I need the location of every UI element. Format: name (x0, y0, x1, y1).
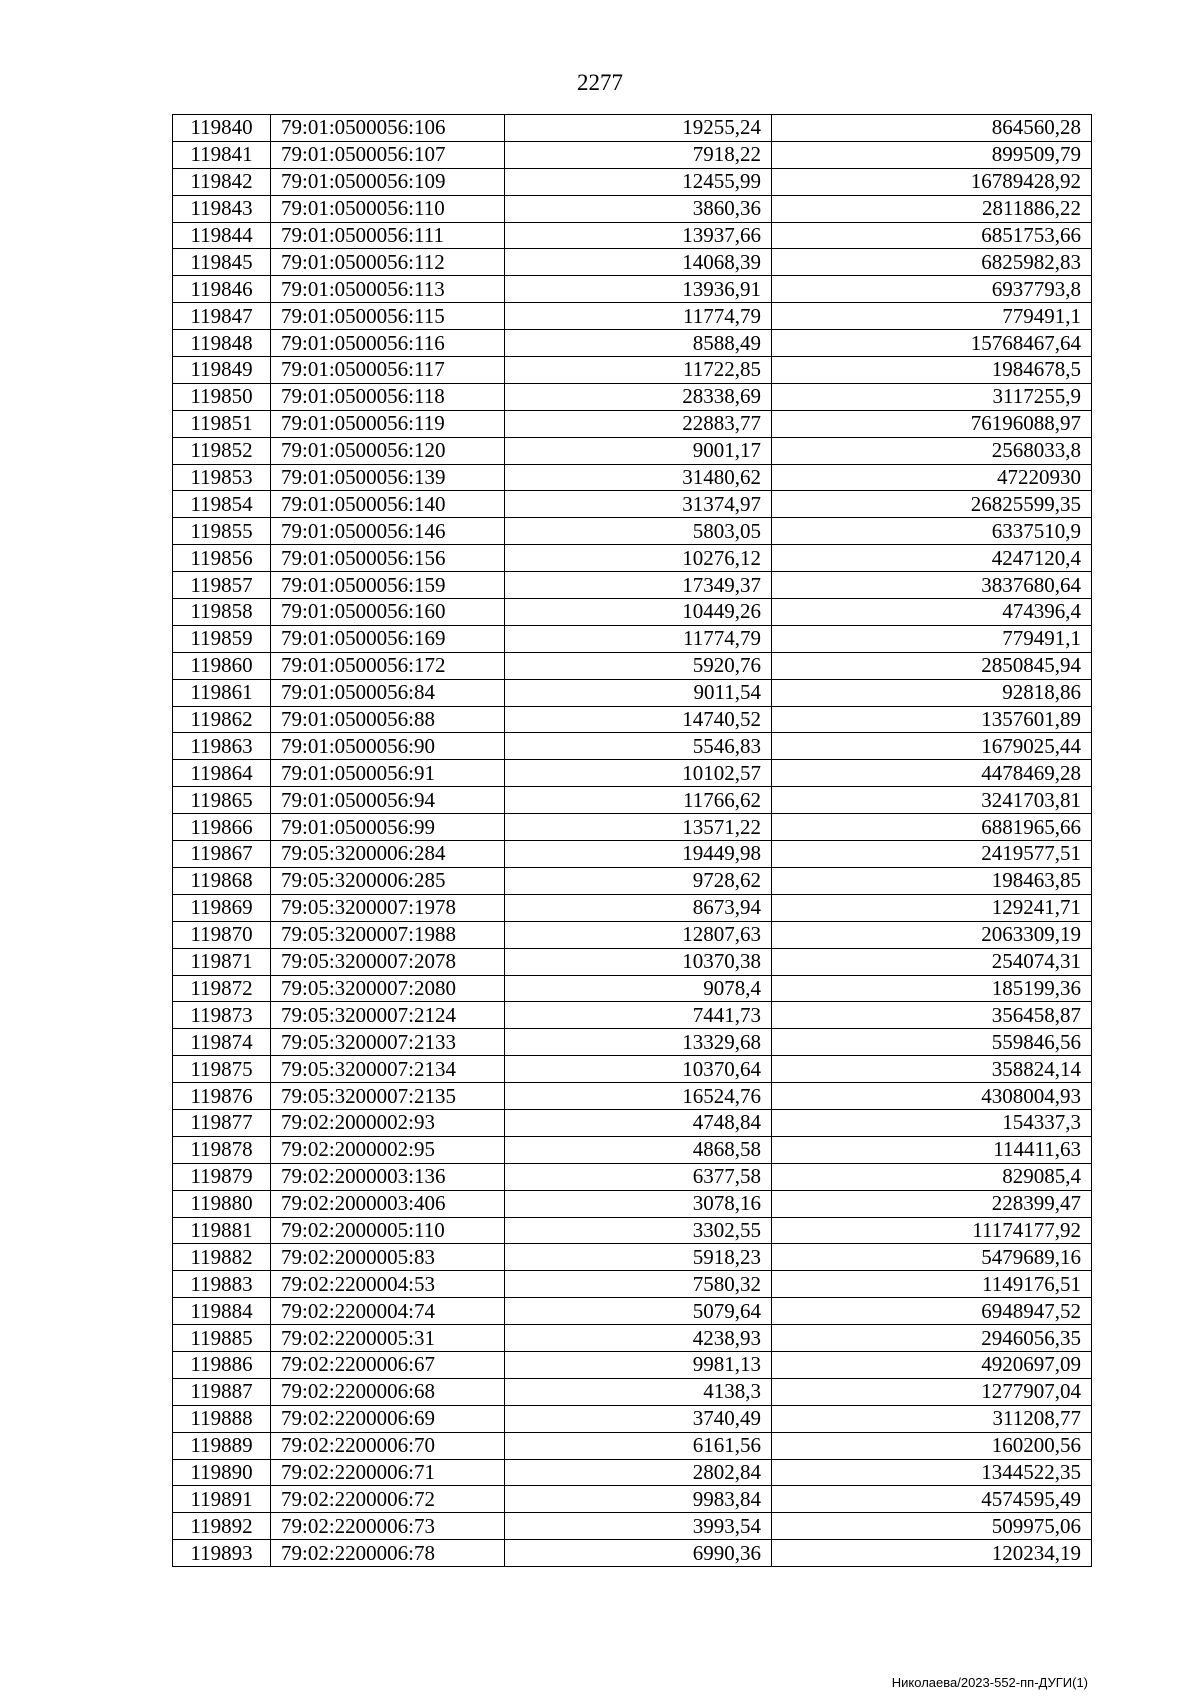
cadastral-number: 79:02:2000005:110 (271, 1217, 505, 1244)
cost-value: 47220930 (772, 464, 1092, 491)
area-value: 16524,76 (505, 1083, 772, 1110)
cadastral-number: 79:01:0500056:115 (271, 303, 505, 330)
area-value: 31480,62 (505, 464, 772, 491)
area-value: 28338,69 (505, 383, 772, 410)
cost-value: 2063309,19 (772, 921, 1092, 948)
row-number: 119849 (173, 357, 271, 384)
table-row (173, 1486, 1092, 1513)
cost-value: 129241,71 (772, 894, 1092, 921)
table-row (173, 921, 1092, 948)
cadastral-number: 79:01:0500056:118 (271, 383, 505, 410)
row-number: 119879 (173, 1163, 271, 1190)
table-row (173, 1513, 1092, 1540)
cadastral-number: 79:01:0500056:107 (271, 141, 505, 168)
table-row (173, 679, 1092, 706)
cost-value: 358824,14 (772, 1056, 1092, 1083)
area-value: 4868,58 (505, 1136, 772, 1163)
cadastral-number: 79:01:0500056:172 (271, 652, 505, 679)
row-number: 119847 (173, 303, 271, 330)
table-row (173, 518, 1092, 545)
cost-value: 356458,87 (772, 1002, 1092, 1029)
table-row (173, 464, 1092, 491)
row-number: 119866 (173, 814, 271, 841)
cost-value: 1149176,51 (772, 1271, 1092, 1298)
cost-value: 4574595,49 (772, 1486, 1092, 1513)
area-value: 3740,49 (505, 1405, 772, 1432)
cadastral-table (172, 114, 1092, 1567)
table-row (173, 1432, 1092, 1459)
area-value: 9001,17 (505, 437, 772, 464)
table-row (173, 1244, 1092, 1271)
row-number: 119886 (173, 1351, 271, 1378)
cadastral-number: 79:02:2200006:78 (271, 1540, 505, 1567)
row-number: 119854 (173, 491, 271, 518)
row-number: 119851 (173, 410, 271, 437)
area-value: 5546,83 (505, 733, 772, 760)
cost-value: 76196088,97 (772, 410, 1092, 437)
cadastral-number: 79:02:2200006:73 (271, 1513, 505, 1540)
cadastral-number: 79:02:2200006:68 (271, 1378, 505, 1405)
cost-value: 4478469,28 (772, 760, 1092, 787)
cadastral-number: 79:05:3200007:1988 (271, 921, 505, 948)
row-number: 119887 (173, 1378, 271, 1405)
cost-value: 899509,79 (772, 141, 1092, 168)
row-number: 119857 (173, 572, 271, 599)
area-value: 10102,57 (505, 760, 772, 787)
cadastral-number: 79:01:0500056:113 (271, 276, 505, 303)
area-value: 5920,76 (505, 652, 772, 679)
page-number: 2277 (577, 70, 623, 95)
cost-value: 1277907,04 (772, 1378, 1092, 1405)
cadastral-number: 79:01:0500056:88 (271, 706, 505, 733)
cadastral-number: 79:01:0500056:84 (271, 679, 505, 706)
cadastral-number: 79:05:3200007:2134 (271, 1056, 505, 1083)
table-row (173, 1217, 1092, 1244)
row-number: 119840 (173, 115, 271, 142)
area-value: 5918,23 (505, 1244, 772, 1271)
area-value: 2802,84 (505, 1459, 772, 1486)
cadastral-number: 79:05:3200007:2078 (271, 948, 505, 975)
row-number: 119872 (173, 975, 271, 1002)
table-row (173, 706, 1092, 733)
cost-value: 779491,1 (772, 625, 1092, 652)
row-number: 119852 (173, 437, 271, 464)
area-value: 11774,79 (505, 303, 772, 330)
table-row (173, 760, 1092, 787)
area-value: 9728,62 (505, 867, 772, 894)
cost-value: 16789428,92 (772, 168, 1092, 195)
table-row (173, 1378, 1092, 1405)
area-value: 3993,54 (505, 1513, 772, 1540)
cadastral-number: 79:01:0500056:116 (271, 330, 505, 357)
table-row (173, 330, 1092, 357)
cadastral-number: 79:05:3200006:284 (271, 841, 505, 868)
area-value: 10370,64 (505, 1056, 772, 1083)
cadastral-number: 79:01:0500056:99 (271, 814, 505, 841)
cost-value: 1679025,44 (772, 733, 1092, 760)
row-number: 119863 (173, 733, 271, 760)
cost-value: 1344522,35 (772, 1459, 1092, 1486)
cost-value: 228399,47 (772, 1190, 1092, 1217)
cost-value: 15768467,64 (772, 330, 1092, 357)
cost-value: 254074,31 (772, 948, 1092, 975)
cost-value: 4247120,4 (772, 545, 1092, 572)
cadastral-number: 79:02:2000002:93 (271, 1109, 505, 1136)
row-number: 119842 (173, 168, 271, 195)
cadastral-number: 79:02:2200005:31 (271, 1325, 505, 1352)
table-row (173, 814, 1092, 841)
area-value: 14740,52 (505, 706, 772, 733)
cost-value: 198463,85 (772, 867, 1092, 894)
table-row (173, 599, 1092, 626)
area-value: 11766,62 (505, 787, 772, 814)
row-number: 119845 (173, 249, 271, 276)
cost-value: 474396,4 (772, 599, 1092, 626)
cadastral-number: 79:01:0500056:109 (271, 168, 505, 195)
cadastral-number: 79:02:2000003:136 (271, 1163, 505, 1190)
area-value: 3860,36 (505, 195, 772, 222)
cost-value: 6851753,66 (772, 222, 1092, 249)
row-number: 119862 (173, 706, 271, 733)
area-value: 7441,73 (505, 1002, 772, 1029)
area-value: 13329,68 (505, 1029, 772, 1056)
table-row (173, 652, 1092, 679)
cost-value: 779491,1 (772, 303, 1092, 330)
area-value: 13571,22 (505, 814, 772, 841)
area-value: 19255,24 (505, 115, 772, 142)
row-number: 119875 (173, 1056, 271, 1083)
table-row (173, 357, 1092, 384)
area-value: 6990,36 (505, 1540, 772, 1567)
area-value: 7918,22 (505, 141, 772, 168)
row-number: 119856 (173, 545, 271, 572)
cadastral-number: 79:02:2200006:69 (271, 1405, 505, 1432)
table-row (173, 115, 1092, 142)
row-number: 119858 (173, 599, 271, 626)
cost-value: 559846,56 (772, 1029, 1092, 1056)
row-number: 119864 (173, 760, 271, 787)
row-number: 119869 (173, 894, 271, 921)
row-number: 119870 (173, 921, 271, 948)
cadastral-number: 79:05:3200006:285 (271, 867, 505, 894)
cost-value: 5479689,16 (772, 1244, 1092, 1271)
cost-value: 120234,19 (772, 1540, 1092, 1567)
area-value: 4748,84 (505, 1109, 772, 1136)
row-number: 119881 (173, 1217, 271, 1244)
area-value: 17349,37 (505, 572, 772, 599)
cadastral-number: 79:01:0500056:159 (271, 572, 505, 599)
table-row (173, 867, 1092, 894)
cost-value: 6337510,9 (772, 518, 1092, 545)
table-row (173, 383, 1092, 410)
area-value: 9011,54 (505, 679, 772, 706)
cadastral-number: 79:01:0500056:91 (271, 760, 505, 787)
table-row (173, 1136, 1092, 1163)
table-row (173, 1405, 1092, 1432)
row-number: 119884 (173, 1298, 271, 1325)
cost-value: 6881965,66 (772, 814, 1092, 841)
table-row (173, 222, 1092, 249)
row-number: 119885 (173, 1325, 271, 1352)
row-number: 119892 (173, 1513, 271, 1540)
table-row (173, 733, 1092, 760)
cadastral-number: 79:05:3200007:2124 (271, 1002, 505, 1029)
row-number: 119882 (173, 1244, 271, 1271)
area-value: 6161,56 (505, 1432, 772, 1459)
cadastral-number: 79:01:0500056:112 (271, 249, 505, 276)
row-number: 119841 (173, 141, 271, 168)
area-value: 13937,66 (505, 222, 772, 249)
table-row (173, 948, 1092, 975)
area-value: 19449,98 (505, 841, 772, 868)
cadastral-number: 79:02:2200004:53 (271, 1271, 505, 1298)
area-value: 5803,05 (505, 518, 772, 545)
area-value: 11722,85 (505, 357, 772, 384)
area-value: 9078,4 (505, 975, 772, 1002)
row-number: 119846 (173, 276, 271, 303)
cadastral-number: 79:01:0500056:110 (271, 195, 505, 222)
table-row (173, 1540, 1092, 1567)
table-row (173, 1271, 1092, 1298)
cost-value: 2946056,35 (772, 1325, 1092, 1352)
cadastral-number: 79:01:0500056:146 (271, 518, 505, 545)
table-row (173, 787, 1092, 814)
area-value: 7580,32 (505, 1271, 772, 1298)
cadastral-number: 79:01:0500056:160 (271, 599, 505, 626)
cadastral-number: 79:02:2200006:71 (271, 1459, 505, 1486)
area-value: 10276,12 (505, 545, 772, 572)
cadastral-number: 79:05:3200007:2135 (271, 1083, 505, 1110)
cost-value: 4308004,93 (772, 1083, 1092, 1110)
table-row (173, 625, 1092, 652)
cost-value: 11174177,92 (772, 1217, 1092, 1244)
table-row (173, 1190, 1092, 1217)
cadastral-number: 79:02:2000003:406 (271, 1190, 505, 1217)
area-value: 10370,38 (505, 948, 772, 975)
table-row (173, 1002, 1092, 1029)
area-value: 31374,97 (505, 491, 772, 518)
area-value: 11774,79 (505, 625, 772, 652)
cadastral-number: 79:05:3200007:2133 (271, 1029, 505, 1056)
cost-value: 509975,06 (772, 1513, 1092, 1540)
cadastral-number: 79:01:0500056:111 (271, 222, 505, 249)
row-number: 119871 (173, 948, 271, 975)
area-value: 14068,39 (505, 249, 772, 276)
row-number: 119844 (173, 222, 271, 249)
cost-value: 160200,56 (772, 1432, 1092, 1459)
row-number: 119888 (173, 1405, 271, 1432)
cost-value: 2419577,51 (772, 841, 1092, 868)
area-value: 8588,49 (505, 330, 772, 357)
area-value: 4238,93 (505, 1325, 772, 1352)
cadastral-number: 79:02:2200006:67 (271, 1351, 505, 1378)
cost-value: 2568033,8 (772, 437, 1092, 464)
cadastral-number: 79:01:0500056:90 (271, 733, 505, 760)
row-number: 119850 (173, 383, 271, 410)
cost-value: 92818,86 (772, 679, 1092, 706)
table-row (173, 437, 1092, 464)
cadastral-number: 79:01:0500056:117 (271, 357, 505, 384)
cost-value: 2811886,22 (772, 195, 1092, 222)
cadastral-number: 79:01:0500056:106 (271, 115, 505, 142)
table-row (173, 1163, 1092, 1190)
cost-value: 864560,28 (772, 115, 1092, 142)
cadastral-number: 79:01:0500056:139 (271, 464, 505, 491)
cost-value: 311208,77 (772, 1405, 1092, 1432)
cadastral-number: 79:01:0500056:119 (271, 410, 505, 437)
cadastral-number: 79:02:2000002:95 (271, 1136, 505, 1163)
table-row (173, 303, 1092, 330)
table-row (173, 1459, 1092, 1486)
cadastral-number: 79:02:2200006:70 (271, 1432, 505, 1459)
table-row (173, 1056, 1092, 1083)
area-value: 3078,16 (505, 1190, 772, 1217)
table-row (173, 841, 1092, 868)
table-row (173, 249, 1092, 276)
row-number: 119876 (173, 1083, 271, 1110)
cost-value: 114411,63 (772, 1136, 1092, 1163)
cost-value: 1984678,5 (772, 357, 1092, 384)
row-number: 119855 (173, 518, 271, 545)
row-number: 119874 (173, 1029, 271, 1056)
row-number: 119873 (173, 1002, 271, 1029)
cost-value: 185199,36 (772, 975, 1092, 1002)
area-value: 3302,55 (505, 1217, 772, 1244)
area-value: 4138,3 (505, 1378, 772, 1405)
table-row (173, 1109, 1092, 1136)
cost-value: 1357601,89 (772, 706, 1092, 733)
cadastral-number: 79:05:3200007:2080 (271, 975, 505, 1002)
cost-value: 6825982,83 (772, 249, 1092, 276)
row-number: 119889 (173, 1432, 271, 1459)
row-number: 119867 (173, 841, 271, 868)
table-row (173, 572, 1092, 599)
table-row (173, 491, 1092, 518)
area-value: 12807,63 (505, 921, 772, 948)
table-row (173, 545, 1092, 572)
table-row (173, 894, 1092, 921)
row-number: 119890 (173, 1459, 271, 1486)
table-row (173, 1325, 1092, 1352)
cadastral-number: 79:01:0500056:120 (271, 437, 505, 464)
area-value: 10449,26 (505, 599, 772, 626)
row-number: 119893 (173, 1540, 271, 1567)
table-row (173, 975, 1092, 1002)
row-number: 119861 (173, 679, 271, 706)
cost-value: 4920697,09 (772, 1351, 1092, 1378)
table-row (173, 1351, 1092, 1378)
cost-value: 3117255,9 (772, 383, 1092, 410)
row-number: 119880 (173, 1190, 271, 1217)
table-row (173, 276, 1092, 303)
row-number: 119865 (173, 787, 271, 814)
cadastral-number: 79:01:0500056:169 (271, 625, 505, 652)
cadastral-number: 79:01:0500056:94 (271, 787, 505, 814)
row-number: 119878 (173, 1136, 271, 1163)
table-row (173, 1029, 1092, 1056)
cadastral-number: 79:01:0500056:140 (271, 491, 505, 518)
cost-value: 26825599,35 (772, 491, 1092, 518)
cost-value: 829085,4 (772, 1163, 1092, 1190)
area-value: 22883,77 (505, 410, 772, 437)
cadastral-number: 79:02:2000005:83 (271, 1244, 505, 1271)
row-number: 119868 (173, 867, 271, 894)
area-value: 5079,64 (505, 1298, 772, 1325)
row-number: 119891 (173, 1486, 271, 1513)
area-value: 9981,13 (505, 1351, 772, 1378)
cost-value: 6937793,8 (772, 276, 1092, 303)
row-number: 119860 (173, 652, 271, 679)
cadastral-number: 79:05:3200007:1978 (271, 894, 505, 921)
cost-value: 6948947,52 (772, 1298, 1092, 1325)
table-row (173, 1083, 1092, 1110)
row-number: 119883 (173, 1271, 271, 1298)
row-number: 119843 (173, 195, 271, 222)
cadastral-number: 79:02:2200006:72 (271, 1486, 505, 1513)
table-row (173, 141, 1092, 168)
table-row (173, 195, 1092, 222)
table-body (173, 115, 1092, 1567)
cost-value: 154337,3 (772, 1109, 1092, 1136)
row-number: 119853 (173, 464, 271, 491)
row-number: 119859 (173, 625, 271, 652)
table-row (173, 168, 1092, 195)
table-row (173, 1298, 1092, 1325)
cost-value: 2850845,94 (772, 652, 1092, 679)
cost-value: 3837680,64 (772, 572, 1092, 599)
area-value: 8673,94 (505, 894, 772, 921)
row-number: 119877 (173, 1109, 271, 1136)
document-reference: Николаева/2023-552-пп-ДУГИ(1) (891, 1675, 1088, 1690)
area-value: 12455,99 (505, 168, 772, 195)
cost-value: 3241703,81 (772, 787, 1092, 814)
table-row (173, 410, 1092, 437)
area-value: 13936,91 (505, 276, 772, 303)
row-number: 119848 (173, 330, 271, 357)
cadastral-number: 79:01:0500056:156 (271, 545, 505, 572)
area-value: 6377,58 (505, 1163, 772, 1190)
area-value: 9983,84 (505, 1486, 772, 1513)
cadastral-number: 79:02:2200004:74 (271, 1298, 505, 1325)
